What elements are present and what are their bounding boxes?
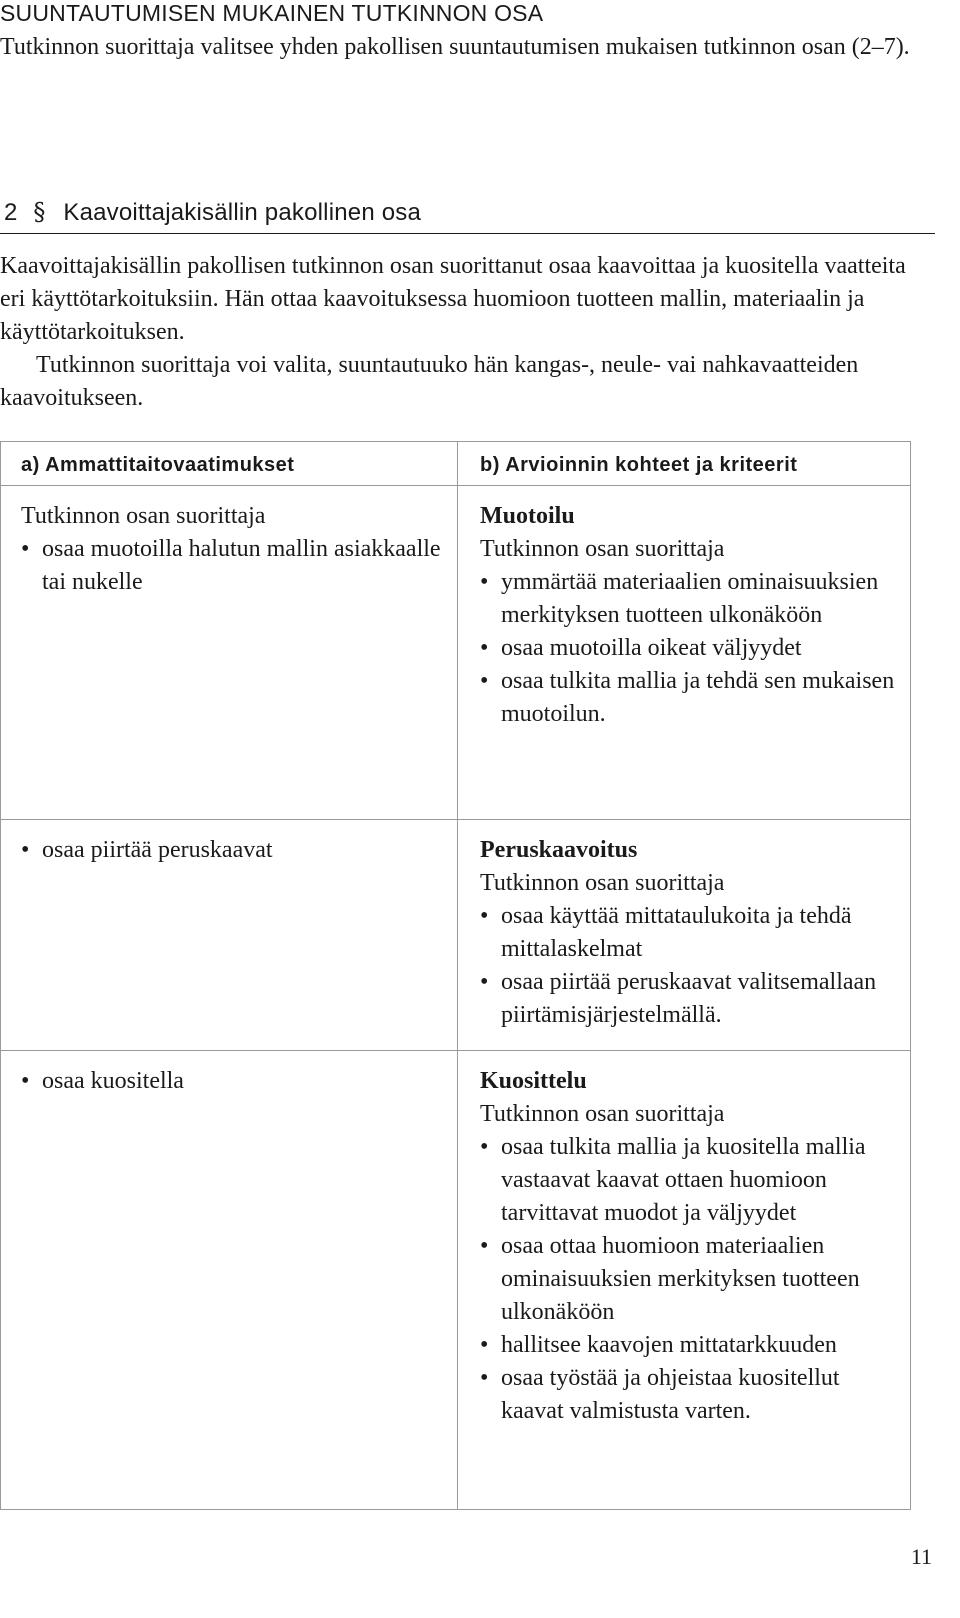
section-heading	[0, 196, 935, 234]
criteria-title: Muotoilu	[480, 503, 575, 529]
criteria-title: Peruskaavoitus	[480, 837, 638, 863]
section-number: 2	[4, 199, 18, 226]
requirements-list	[21, 1065, 445, 1098]
cell-intro: Tutkinnon osan suorittaja	[480, 1101, 725, 1127]
list-item: • osaa tulkita mallia ja tehdä sen mukaisen muotoilun.	[480, 665, 898, 731]
page-heading: SUUNTAUTUMISEN MUKAINEN TUTKINNON OSA	[0, 0, 544, 26]
list-item: • osaa muotoilla halutun mallin asiakkaalle tai nukelle	[21, 533, 445, 599]
criteria-list	[480, 566, 898, 731]
requirements-list	[21, 533, 445, 599]
list-item: • osaa piirtää peruskaavat	[21, 834, 445, 867]
criteria-cell	[458, 486, 911, 820]
section-body	[0, 250, 935, 415]
column-header-criteria: b) Arvioinnin kohteet ja kriteerit	[458, 442, 911, 486]
intro-text: Tutkinnon suorittaja valitsee yhden pakollisen suuntautumisen mukaisen tutkinnon osan (2–7).	[0, 34, 910, 60]
list-item: • osaa tulkita mallia ja kuositella mallia vastaavat kaavat ottaen huomioon tarvittavat muodot ja väljyydet	[480, 1131, 898, 1230]
table-row	[1, 1051, 911, 1510]
list-item: • osaa työstää ja ohjeistaa kuositellut kaavat valmistusta varten.	[480, 1362, 898, 1428]
requirements-cell	[1, 1051, 458, 1510]
cell-intro: Tutkinnon osan suorittaja	[480, 870, 725, 896]
requirements-list	[21, 834, 445, 867]
cell-intro: Tutkinnon osan suorittaja	[480, 536, 725, 562]
list-item: • osaa piirtää peruskaavat valitsemallaan piirtämisjärjestelmällä.	[480, 966, 898, 1032]
column-header-requirements: a) Ammattitaitovaatimukset	[1, 442, 458, 486]
section-paragraph: Tutkinnon suorittaja voi valita, suuntautuuko hän kangas-, neule- vai nahkavaatteiden kaavoitukseen.	[0, 352, 859, 411]
list-item: • osaa kuositella	[21, 1065, 445, 1098]
criteria-list	[480, 1131, 898, 1428]
list-item: • osaa muotoilla oikeat väljyydet	[480, 632, 898, 665]
criteria-cell	[458, 1051, 911, 1510]
section-symbol: §	[33, 198, 46, 226]
list-item: • osaa käyttää mittataulukoita ja tehdä mittalaskelmat	[480, 900, 898, 966]
page-number: 11	[910, 1544, 932, 1569]
table-row	[1, 486, 911, 820]
criteria-title: Kuosittelu	[480, 1068, 587, 1094]
requirements-cell	[1, 486, 458, 820]
requirements-cell	[1, 820, 458, 1051]
table-row	[1, 820, 911, 1051]
criteria-list	[480, 900, 898, 1032]
section-title: Kaavoittajakisällin pakollinen osa	[63, 199, 422, 226]
section-paragraph: Kaavoittajakisällin pakollisen tutkinnon osan suorittanut osaa kaavoittaa ja kuositella vaatteita eri käyttötarkoituksiin. Hän ottaa kaavoituksessa huomioon tuotteen mallin, materiaalin ja käyttötarkoituksen.	[0, 253, 906, 345]
criteria-table	[0, 441, 911, 1510]
cell-intro: Tutkinnon osan suorittaja	[21, 503, 266, 529]
list-item: • osaa ottaa huomioon materiaalien ominaisuuksien merkityksen tuotteen ulkonäköön	[480, 1230, 898, 1329]
list-item: • hallitsee kaavojen mittatarkkuuden	[480, 1329, 898, 1362]
criteria-cell	[458, 820, 911, 1051]
list-item: • ymmärtää materiaalien ominaisuuksien merkityksen tuotteen ulkonäköön	[480, 566, 898, 632]
